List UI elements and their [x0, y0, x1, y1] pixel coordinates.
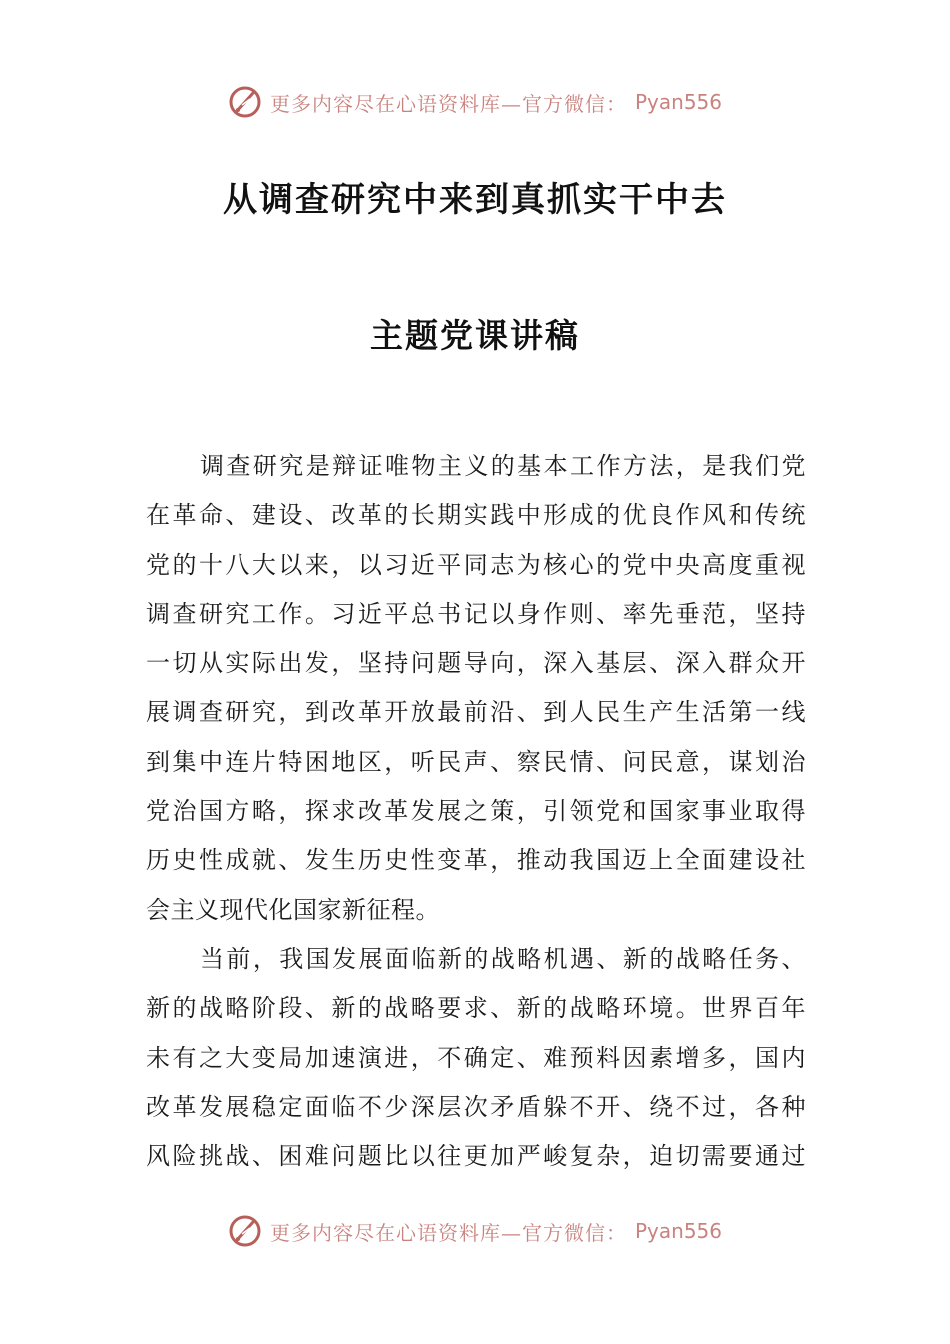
- text-line: 风险挑战、困难问题比以往更加严峻复杂，迫切需要通过: [146, 1142, 806, 1171]
- text-line: 党治国方略，探求改革发展之策，引领党和国家事业取得: [146, 797, 806, 826]
- text-line: 改革发展稳定面临不少深层次矛盾躲不开、绕不过，各种: [146, 1092, 806, 1121]
- text-line: 在革命、建设、改革的长期实践中形成的优良作风和传统: [146, 501, 806, 530]
- paragraph-1: [146, 442, 806, 935]
- watermark-text: 更多内容尽在心语资料库—官方微信：: [269, 1220, 627, 1245]
- quill-logo-icon: [228, 1214, 262, 1248]
- text-line: 未有之大变局加速演进，不确定、难预料因素增多，国内: [146, 1043, 806, 1072]
- document-subtitle: 主题党课讲稿: [370, 316, 580, 355]
- document-title: 从调查研究中来到真抓实干中去: [223, 180, 727, 220]
- text-line: 历史性成就、发生历史性变革，推动我国迈上全面建设社: [146, 846, 806, 875]
- text-line: 展调查研究，到改革开放最前沿、到人民生产生活第一线: [146, 698, 806, 727]
- text-line: 当前，我国发展面临新的战略机遇、新的战略任务、: [200, 944, 806, 973]
- text-line: 调查研究工作。习近平总书记以身作则、率先垂范，坚持: [146, 599, 806, 628]
- watermark-wechat-id: Pyan556: [634, 1219, 722, 1243]
- text-line: 党的十八大以来，以习近平同志为核心的党中央高度重视: [146, 550, 806, 579]
- header-watermark: [0, 82, 950, 122]
- watermark-text: 更多内容尽在心语资料库—官方微信：: [269, 91, 627, 116]
- footer-watermark: [0, 1211, 950, 1251]
- document-body: [146, 442, 806, 1181]
- quill-logo-icon: [228, 85, 262, 119]
- text-line: 新的战略阶段、新的战略要求、新的战略环境。世界百年: [146, 994, 806, 1023]
- text-line: 到集中连片特困地区，听民声、察民情、问民意，谋划治: [146, 747, 806, 776]
- text-line: 调查研究是辩证唯物主义的基本工作方法，是我们党: [200, 452, 806, 480]
- paragraph-2: [146, 935, 806, 1181]
- text-line: 会主义现代化国家新征程。: [146, 895, 440, 924]
- text-line: 一切从实际出发，坚持问题导向，深入基层、深入群众开: [146, 649, 806, 678]
- watermark-wechat-id: Pyan556: [634, 90, 722, 114]
